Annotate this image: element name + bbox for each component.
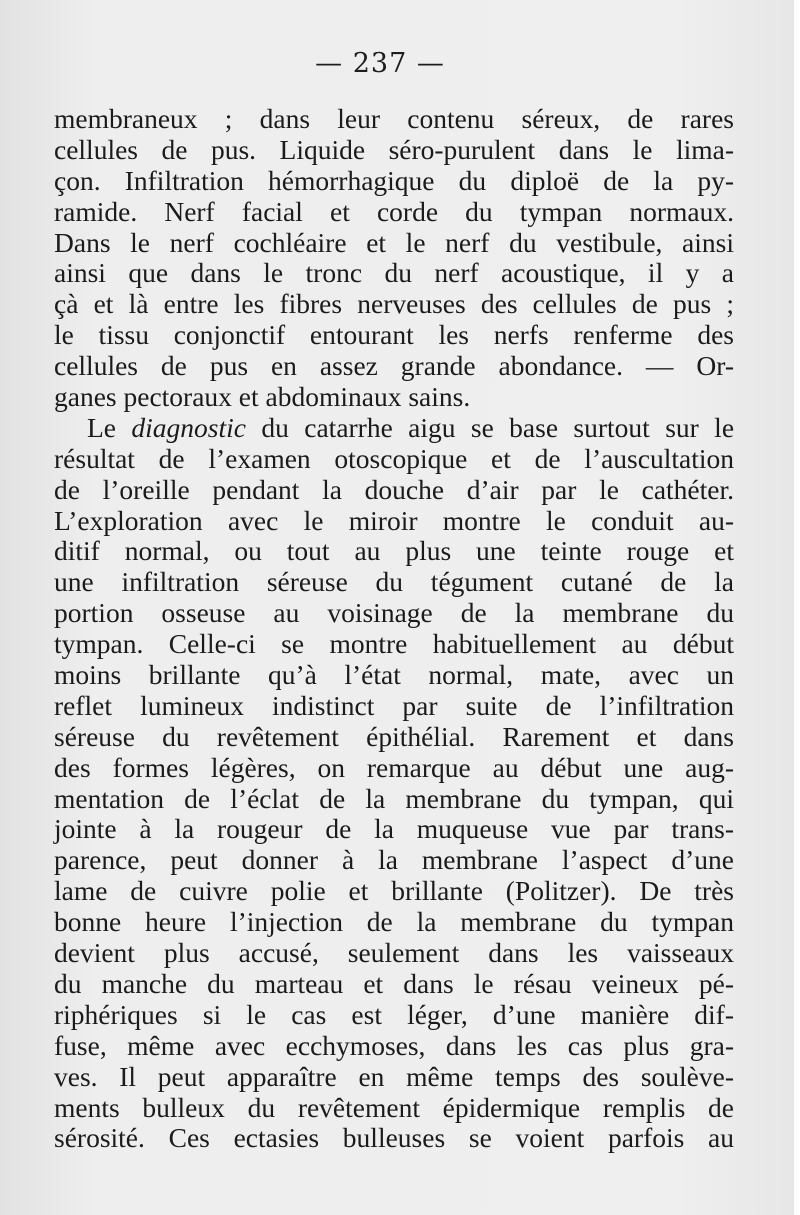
text-line: des formes légères, on remarque au début une aug-	[54, 751, 734, 783]
text-line: fuse, même avec ecchymoses, dans les cas plus gra-	[54, 1029, 734, 1061]
text-line: ramide. Nerf facial et corde du tympan normaux.	[54, 195, 734, 227]
body-text	[54, 104, 734, 1154]
text-line: lame de cuivre polie et brillante (Politzer). De très	[54, 875, 734, 907]
text-line: résultat de l’examen otoscopique et de l’auscultation	[54, 442, 734, 474]
text-line: de l’oreille pendant la douche d’air par le cathéter.	[54, 473, 734, 505]
text-line: séreuse du revêtement épithélial. Rarement et dans	[54, 720, 734, 752]
page-edge	[794, 0, 800, 1215]
paragraph-lead-rest: du catarrhe aigu se base surtout sur le	[261, 411, 735, 443]
text-line: une infiltration séreuse du tégument cutané de la	[54, 566, 734, 598]
text-line: mentation de l’éclat de la membrane du tympan, qui	[54, 782, 734, 814]
paragraph-lead: Le	[87, 411, 117, 443]
text-line: çon. Infiltration hémorrhagique du diploë de la py-	[54, 164, 734, 196]
text-line: L’exploration avec le miroir montre le conduit au-	[54, 504, 734, 536]
text-line: Dans le nerf cochléaire et le nerf du vestibule, ainsi	[54, 226, 734, 258]
text-line: ditif normal, ou tout au plus une teinte rouge et	[54, 535, 734, 567]
text-line: reflet lumineux indistinct par suite de l’infiltration	[54, 689, 734, 721]
text-line: ganes pectoraux et abdominaux sains.	[54, 381, 471, 413]
text-line: devient plus accusé, seulement dans les vaisseaux	[54, 937, 734, 969]
text-line: ves. Il peut apparaître en même temps des soulève-	[54, 1060, 734, 1092]
paragraph-start-line	[54, 413, 734, 444]
text-line: parence, peut donner à la membrane l’aspect d’une	[54, 844, 734, 876]
text-line: cellules de pus en assez grande abondance. — Or-	[54, 350, 734, 382]
text-line: le tissu conjonctif entourant les nerfs renferme des	[54, 319, 734, 351]
text-line: çà et là entre les fibres nerveuses des cellules de pus ;	[54, 288, 734, 320]
text-line: tympan. Celle-ci se montre habituellement au début	[54, 628, 734, 660]
text-line: ments bulleux du revêtement épidermique remplis de	[54, 1091, 734, 1123]
italic-term: diagnostic	[131, 411, 246, 443]
text-line: portion osseuse au voisinage de la membrane du	[54, 597, 734, 629]
page-number: — 237 —	[315, 48, 445, 79]
text-line: membraneux ; dans leur contenu séreux, de rares	[54, 103, 734, 134]
text-line: bonne heure l’injection de la membrane du tympan	[54, 906, 734, 938]
text-line: riphériques si le cas est léger, d’une manière dif-	[54, 998, 734, 1030]
text-line: moins brillante qu’à l’état normal, mate, avec un	[54, 659, 734, 691]
text-line: du manche du marteau et dans le résau veineux pé-	[54, 967, 734, 999]
text-line: sérosité. Ces ectasies bulleuses se voient parfois au	[54, 1122, 734, 1154]
text-line: jointe à la rougeur de la muqueuse vue par trans-	[54, 813, 734, 845]
text-line: ainsi que dans le tronc du nerf acoustique, il y a	[54, 257, 734, 289]
text-line: cellules de pus. Liquide séro-purulent dans le lima-	[54, 133, 734, 165]
